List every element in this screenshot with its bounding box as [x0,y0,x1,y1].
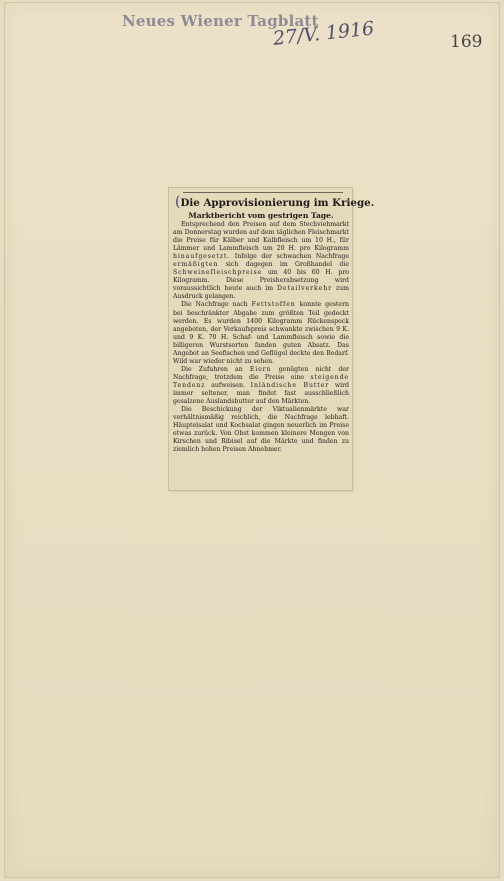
newspaper-masthead-stamp: Neues Wiener Tagblatt [122,12,319,30]
newspaper-clipping [169,188,375,490]
clipping-top-rule [183,192,343,193]
article-subheadline: Marktbericht vom gestrigen Tage. [188,211,334,220]
paragraph-text: genügten nicht der Nachfrage, trotzdem die Preise eine [173,365,350,381]
paragraph-text: wird immer seltener, man findet fast ausschließlich gesalzene Auslandsbutter auf den Märkten. [173,381,350,406]
article-headline [175,194,375,210]
spaced-emphasis: Eiern [249,365,272,373]
article-paragraph-2 [173,301,349,365]
handwritten-date: 27/V. 1916 [272,17,376,50]
paragraph-text: zum Ausdruck gelangen. [173,285,350,301]
paragraph-text: Entsprechend den Preisen auf dem Stechviehmarkt am Donnerstag wurden auf dem täglichen Fleischmarkt die Preise für Kälber und Kalbfleisch um 10 H., für Lämmer und Lammfleisch um 20 H. pro Kilogramm [173,221,349,253]
paragraph-text: um 40 bis 60 H. pro Kilogramm. Diese Preisherabsetzung wird voraussichtlich heute auch im [173,269,350,293]
article-paragraph-4: Die Beschickung der Viktualienmärkte war verhältnismäßig reichlich, die Nachfrage lebhaft. Häuptelsalat und Kochsalat gingen neuerlich im Preise etwas zurück. Von Obst kommen kleinere Mengen von Kirschen und Ribisel auf die Märkte und finden zu ziemlich hohen Preisen Abnehmer. [173,406,349,454]
article-paragraph-3 [173,366,349,406]
spaced-emphasis: Detailverkehr [277,285,332,293]
page-number: 169 [450,32,483,52]
paragraph-text: konnte gestern bei beschränkter Abgabe zum größten Teil gedeckt werden. Es wurden 1400 Kilogramm Rückenspeck angeboten, der Verkaufspreis schwankte zwischen 9 K. und 9 K. 70 H. Schaf- und Lammfleisch sowie die billigeren Wurstsorten fanden guten Absatz. Das Angebot an Seefischen und Geflügel deckte den Bedarf. Wild war wieder nicht zu sehen. [173,301,350,365]
paragraph-text: aufweisen. [211,381,245,389]
paragraph-text: Die Nachfrage nach [181,301,248,309]
paragraph-text: Infolge der schwachen Nachfrage [234,253,349,261]
spaced-emphasis: Inländische Butter [250,381,330,389]
paragraph-text: Die Zufuhren an [181,365,243,373]
spaced-emphasis: Schweinefleischpreise [173,269,263,277]
paragraph-text: sich dagegen im Großhandel die [225,261,350,269]
spaced-emphasis: hinaufgesetzt. [173,253,231,261]
bracket-mark-icon: ( [175,194,181,210]
spaced-emphasis: steigende Tendenz [173,373,349,389]
article-headline-text: Die Approvisionierung im Kriege. [180,197,375,209]
spaced-emphasis: Fettstoffen [251,301,296,309]
article-paragraph-1 [173,221,349,301]
spaced-emphasis: ermäßigten [173,261,219,269]
